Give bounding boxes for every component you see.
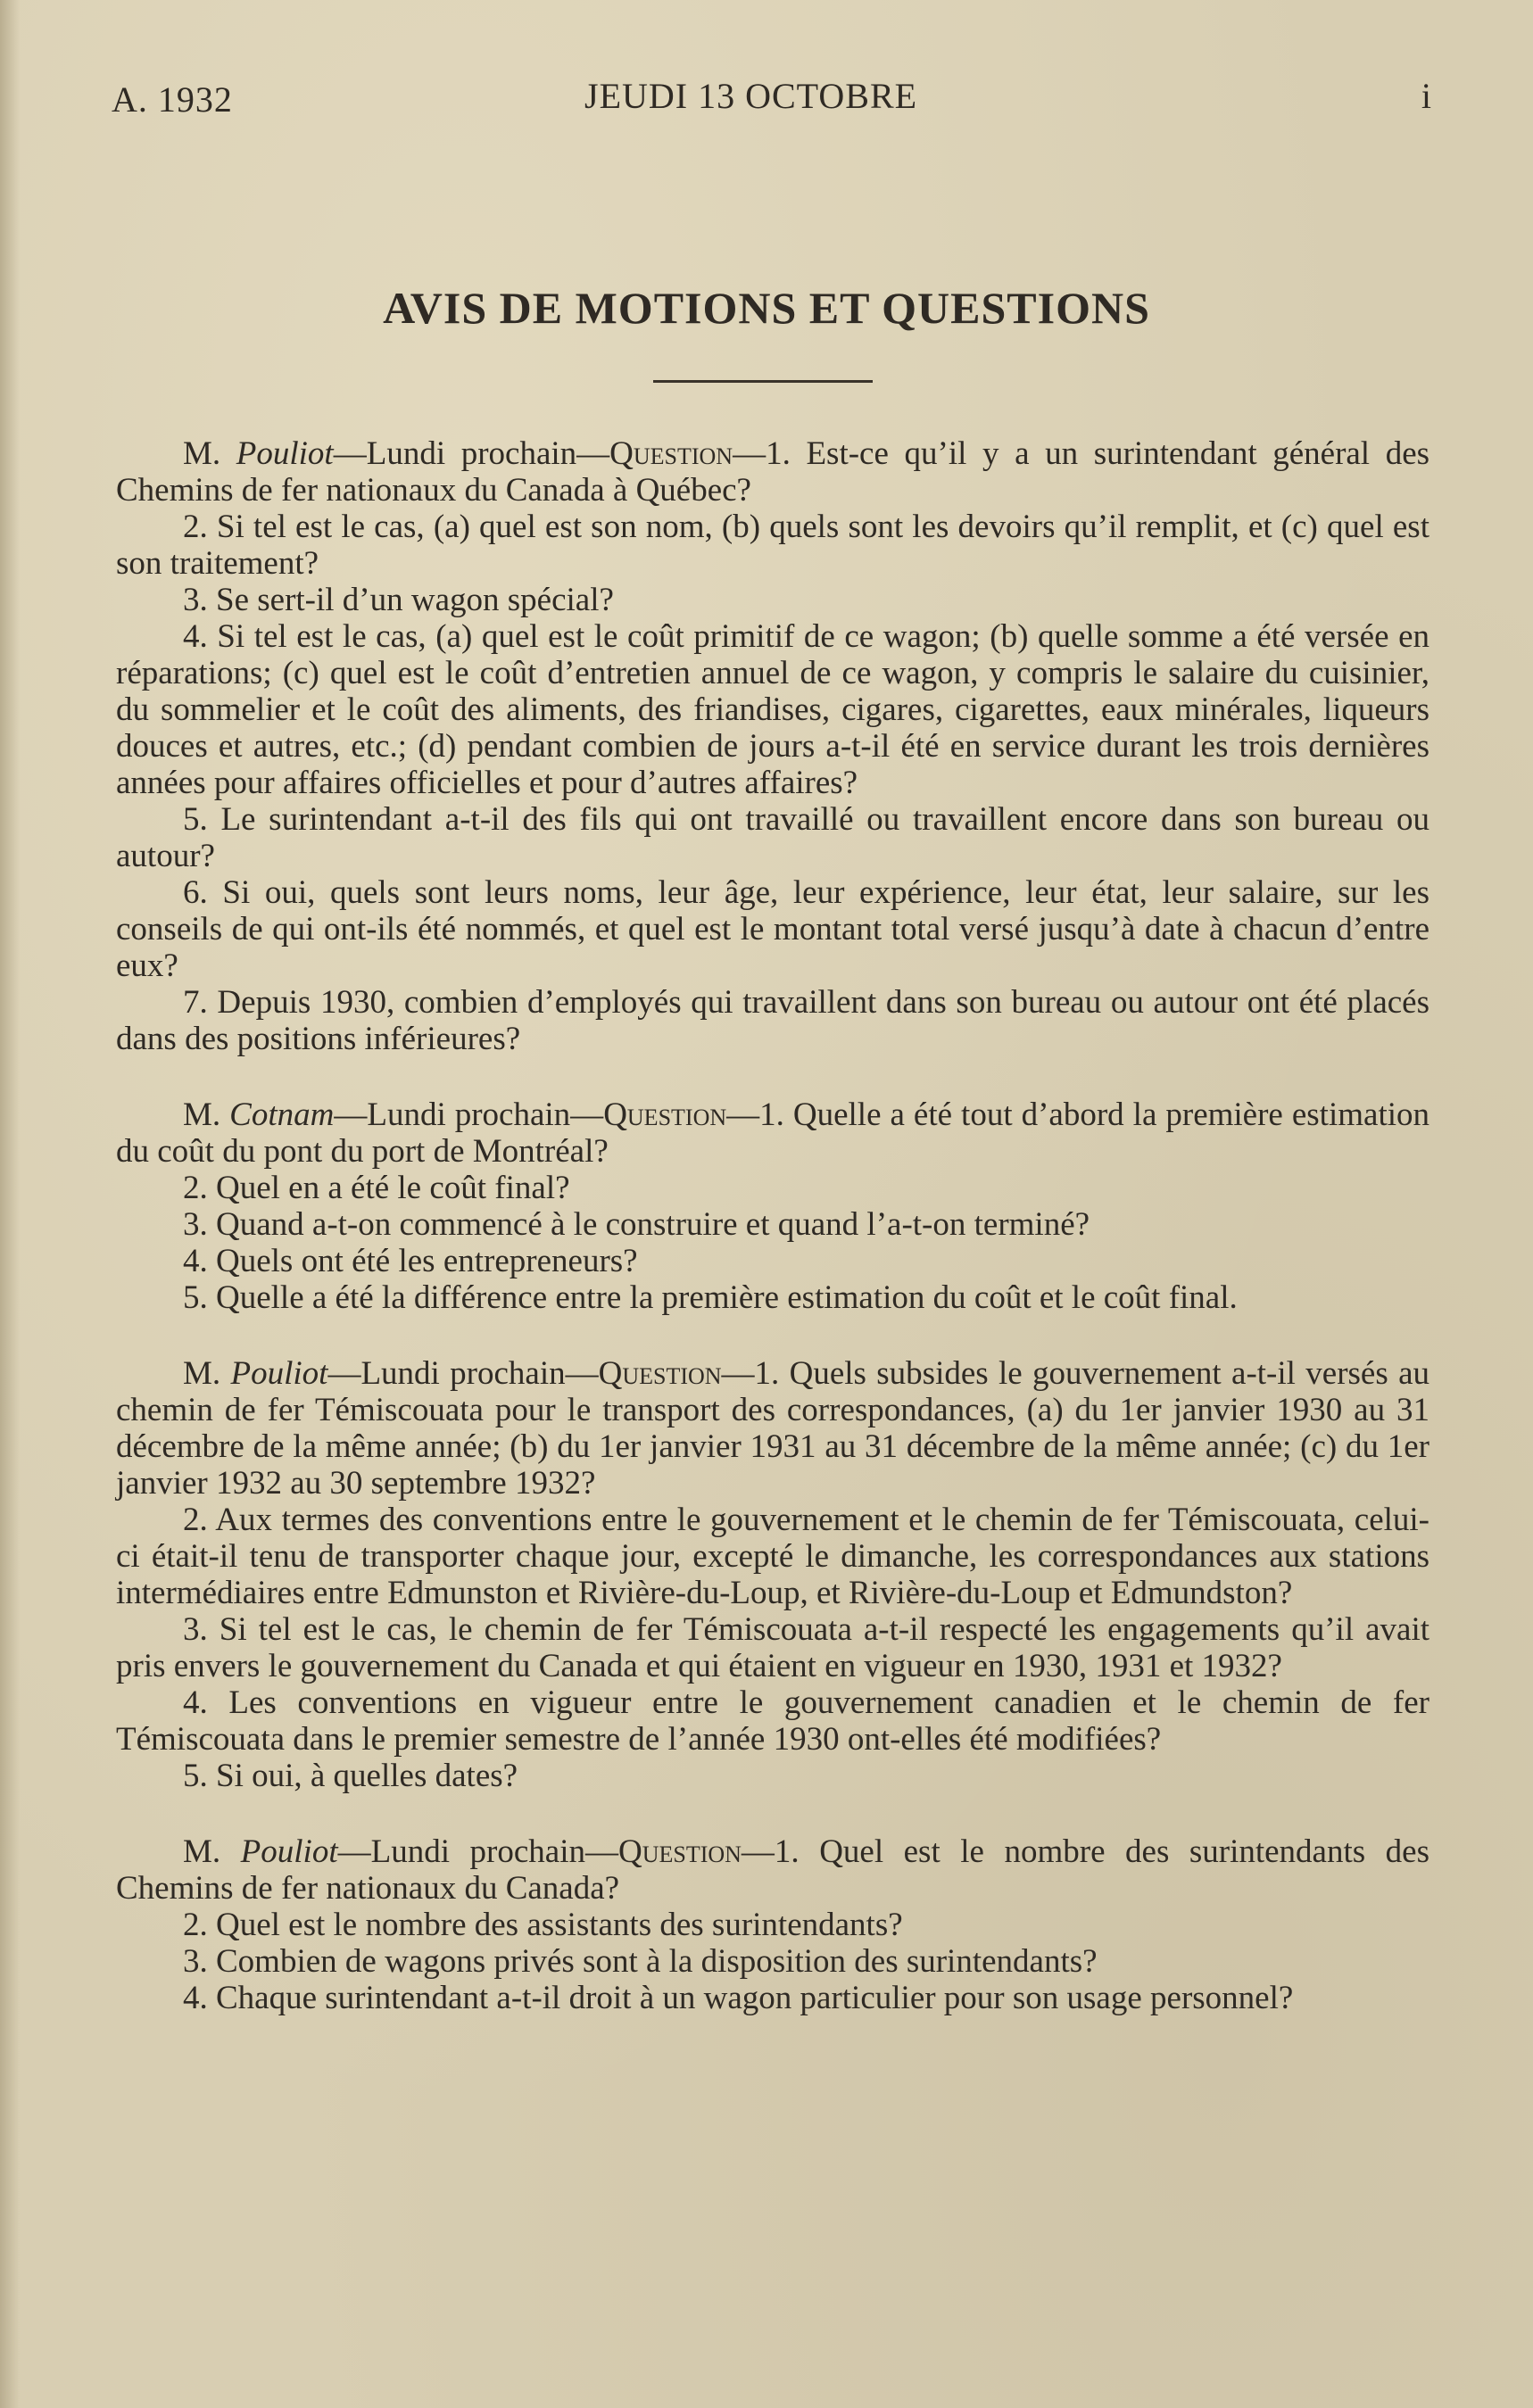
member-prefix: M. <box>183 1833 241 1870</box>
notice-intro: —Lundi prochain— <box>333 435 610 472</box>
question-text: —1. Quels subsides le gouvernement a-t-il versés au chemin de fer Témiscouata pour le transport des correspondances, (a) du 1er janvier 1930 au 31 décembre de la même année; (b) du 1er janvier 1931 au 31 décembre de la même année; (c) du 1er janvier 1932 au 30 septembre 1932? <box>116 1355 1429 1502</box>
question-label: Question <box>609 435 733 472</box>
member-prefix: M. <box>183 435 236 472</box>
question-item: 2. Aux termes des conventions entre le gouvernement et le chemin de fer Témiscouata, celui-ci était-il tenu de transporter chaque jour, excepté le dimanche, les correspondances aux stations intermédiaires entre Edmunston et Rivière-du-Loup, et Rivière-du-Loup et Edmundston? <box>116 1502 1429 1611</box>
header-date: JEUDI 13 OCTOBRE <box>584 76 918 116</box>
member-prefix: M. <box>183 1355 231 1392</box>
member-name: Cotnam <box>229 1096 335 1133</box>
notice-1 <box>116 435 1429 1057</box>
member-name: Pouliot <box>230 1355 328 1392</box>
notices-body <box>116 435 1429 2016</box>
question-item: 3. Quand a-t-on commencé à le construire et quand l’a-t-on terminé? <box>183 1206 1090 1243</box>
member-name: Pouliot <box>240 1833 338 1870</box>
question-label: Question <box>617 1833 742 1870</box>
notice-first-paragraph <box>116 1096 1429 1170</box>
question-item: 5. Le surintendant a-t-il des fils qui ont travaillé ou travaillent encore dans son bureau ou autour? <box>116 801 1429 874</box>
member-prefix: M. <box>183 1096 230 1133</box>
question-item: 2. Quel est le nombre des assistants des surintendants? <box>183 1907 903 1943</box>
question-item: 4. Quels ont été les entrepreneurs? <box>183 1243 638 1279</box>
notice-3 <box>116 1355 1429 1794</box>
question-text: —1. Est-ce qu’il y a un surintendant général des Chemins de fer nationaux du Canada à Québec? <box>116 435 1430 509</box>
notice-first-paragraph <box>116 1833 1429 1907</box>
page-edge-shadow <box>0 0 20 2408</box>
member-name: Pouliot <box>236 435 334 472</box>
question-item: 5. Quelle a été la différence entre la première estimation du coût et le coût final. <box>183 1279 1238 1316</box>
question-item: 5. Si oui, à quelles dates? <box>183 1758 518 1794</box>
question-item: 3. Combien de wagons privés sont à la disposition des surintendants? <box>183 1943 1098 1980</box>
page-title: AVIS DE MOTIONS ET QUESTIONS <box>383 283 1150 333</box>
notice-first-paragraph <box>116 1355 1429 1502</box>
question-item: 4. Les conventions en vigueur entre le gouvernement canadien et le chemin de fer Témiscouata dans le premier semestre de l’année 1930 ont-elles été modifiées? <box>116 1684 1429 1758</box>
notice-first-paragraph <box>116 435 1429 509</box>
notice-intro: —Lundi prochain— <box>337 1833 618 1870</box>
notice-2 <box>116 1096 1429 1316</box>
notice-intro: —Lundi prochain— <box>334 1096 604 1133</box>
question-item: 2. Quel en a été le coût final? <box>183 1170 570 1206</box>
header-page-number: i <box>1421 76 1432 116</box>
header-year: A. 1932 <box>112 79 233 120</box>
question-text: —1. Quel est le nombre des surintendants des Chemins de fer nationaux du Canada? <box>116 1833 1430 1907</box>
notice-intro: —Lundi prochain— <box>327 1355 599 1392</box>
question-item: 4. Chaque surintendant a-t-il droit à un wagon particulier pour son usage personnel? <box>183 1980 1294 2016</box>
question-text: —1. Quelle a été tout d’abord la première estimation du coût du pont du port de Montréal? <box>116 1096 1429 1170</box>
question-item: 3. Se sert-il d’un wagon spécial? <box>183 582 614 618</box>
question-label: Question <box>598 1355 722 1392</box>
running-header <box>112 76 1432 123</box>
question-item: 7. Depuis 1930, combien d’employés qui travaillent dans son bureau ou autour ont été placés dans des positions inférieures? <box>116 984 1429 1057</box>
question-item: 2. Si tel est le cas, (a) quel est son nom, (b) quels sont les devoirs qu’il remplit, et (c) quel est son traitement? <box>116 509 1429 582</box>
question-item: 3. Si tel est le cas, le chemin de fer Témiscouata a-t-il respecté les engagements qu’il avait pris envers le gouvernement du Canada et qui étaient en vigueur en 1930, 1931 et 1932? <box>116 1611 1429 1684</box>
title-rule <box>653 380 873 383</box>
question-label: Question <box>603 1096 727 1133</box>
question-item: 6. Si oui, quels sont leurs noms, leur âge, leur expérience, leur état, leur salaire, sur les conseils de qui ont-ils été nommés, et quel est le montant total versé jusqu’à date à chacun d’entre eux? <box>116 874 1429 984</box>
notice-4 <box>116 1833 1429 2016</box>
question-item: 4. Si tel est le cas, (a) quel est le coût primitif de ce wagon; (b) quelle somme a été versée en réparations; (c) quel est le coût d’entretien annuel de ce wagon, y compris le salaire du cuisinier, du sommelier et le coût des aliments, des friandises, cigares, cigarettes, eaux minérales, liqueurs douces et autres, etc.; (d) pendant combien de jours a-t-il été en service durant les trois dernières années pour affaires officielles et pour d’autres affaires? <box>116 618 1429 801</box>
